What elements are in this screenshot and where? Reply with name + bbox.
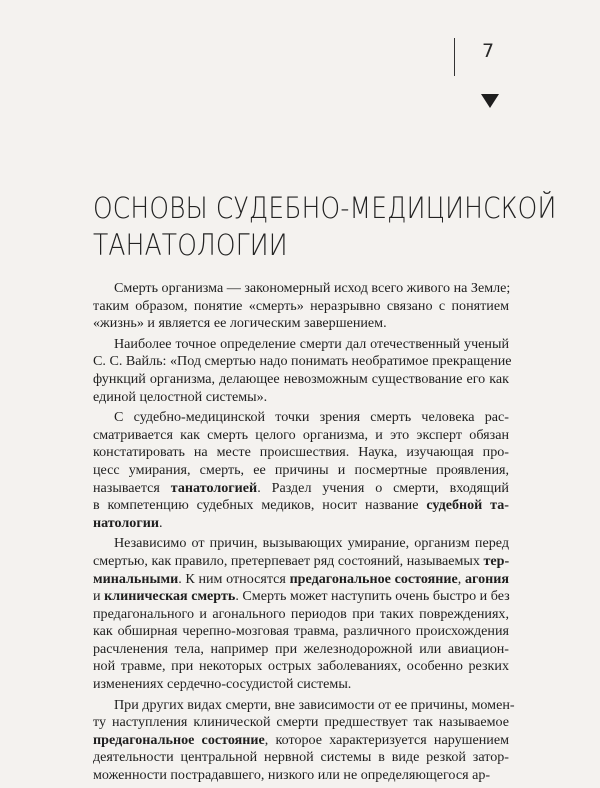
text-segment: «жизнь» и является ее логическим завершением. [93, 315, 387, 332]
text-line [93, 462, 509, 480]
header-divider [454, 38, 455, 76]
text-line [93, 371, 509, 389]
text-line [93, 298, 509, 316]
text-segment: . Смерть может наступить очень быстро и без [235, 588, 510, 605]
paragraph [93, 280, 509, 333]
text-line [93, 714, 509, 732]
paragraph [93, 535, 509, 693]
text-line [93, 676, 509, 694]
chapter-title [93, 190, 557, 264]
text-line [93, 497, 509, 515]
text-line [93, 444, 509, 462]
text-line [93, 641, 509, 659]
text-segment: С. С. Вайль: «Под смертью надо понимать необратимое прекращение [93, 353, 512, 370]
text-line [93, 280, 509, 298]
text-segment: констатировать на месте происшествия. Наука, изучающая про- [93, 444, 509, 461]
chapter-title-line: ОСНОВЫ СУДЕБНО-МЕДИЦИНСКОЙ [93, 191, 557, 225]
text-line [93, 658, 509, 676]
text-line [93, 515, 509, 533]
text-line [93, 588, 509, 606]
text-segment: , которое характеризуется нарушением [264, 731, 509, 748]
text-line [93, 749, 509, 767]
text-segment: . К ним относятся [178, 570, 290, 587]
text-segment: Независимо от причин, вызывающих умирание, организм перед [114, 535, 509, 552]
text-segment: . Раздел учения о смерти, входящий [257, 479, 509, 496]
bold-term: предагональное состояние [93, 731, 265, 748]
bold-term: минальными [93, 570, 179, 587]
bold-term: предагональное состояние [289, 570, 458, 587]
text-line [93, 606, 509, 624]
page-number: 7 [482, 40, 495, 62]
text-segment: деятельности центральной нервной системы в виде резкой затор- [93, 749, 509, 766]
text-segment: изменениях сердечно-сосудистой системы. [93, 676, 352, 693]
text-segment: цесс умирания, смерть, ее причины и посмертные проявления, [93, 461, 509, 478]
text-segment: С судебно-медицинской точки зрения смерть человека рас- [114, 409, 509, 426]
text-segment: единой целостной системы». [93, 388, 268, 405]
text-line [93, 389, 509, 407]
bold-term: судебной та- [426, 497, 509, 514]
text-line [93, 732, 509, 750]
text-segment: Наиболее точное определение смерти дал отечественный ученый [114, 335, 509, 352]
text-segment: ной травме, при некоторых острых заболеваниях, особенно резких [93, 658, 509, 675]
body-text [93, 280, 515, 788]
text-segment: в компетенцию судебных медиков, носит название [93, 497, 427, 514]
text-line [93, 353, 512, 371]
text-segment: как обширная черепно-мозговая травма, различного происхождения [93, 623, 509, 640]
text-line [93, 553, 509, 571]
text-segment: Смерть организма — закономерный исход всего живого на Земле; [114, 280, 511, 296]
bold-term: тер- [483, 552, 510, 569]
paragraph [93, 409, 509, 532]
text-segment: предагонального и агонального периодов при таких повреждениях, [93, 605, 509, 622]
text-segment: называется [93, 479, 171, 496]
text-segment: . [159, 514, 163, 531]
text-segment: ту наступления клинической смерти предшествует так называемое [93, 714, 509, 731]
text-line [93, 427, 509, 445]
paragraph [93, 696, 515, 785]
chapter-title-line: ТАНАТОЛОГИИ [93, 228, 288, 262]
text-segment: функций организма, делающее невозможным существование его как [93, 370, 509, 387]
text-segment: При других видах смерти, вне зависимости от ее причины, момен- [114, 696, 515, 713]
text-line [93, 535, 509, 553]
triangle-marker-icon [481, 94, 499, 108]
text-line [93, 623, 509, 641]
bold-term: клиническая смерть [104, 588, 236, 605]
text-line [93, 696, 515, 715]
text-segment: и [93, 588, 105, 605]
text-segment: сматривается как смерть целого организма, и это эксперт обязан [93, 426, 509, 443]
text-line [93, 571, 509, 589]
text-line [93, 480, 509, 498]
text-line [93, 767, 509, 785]
paragraph [93, 335, 512, 406]
text-line [93, 409, 509, 427]
text-segment: смертью, как правило, претерпевает ряд состояний, называемых [93, 552, 484, 569]
bold-term: агония [464, 570, 509, 587]
bold-term: танатологией [170, 479, 258, 496]
text-segment: , [457, 570, 465, 587]
bold-term: натологии [93, 514, 159, 531]
text-line [93, 336, 509, 354]
text-segment: расчленения тела, например при железнодорожной или авиацион- [93, 640, 509, 657]
text-line [93, 315, 509, 333]
text-segment: моженности пострадавшего, низкого или не определяющегося ар- [93, 767, 491, 784]
text-segment: таким образом, понятие «смерть» неразрывно связано с понятием [93, 297, 509, 314]
